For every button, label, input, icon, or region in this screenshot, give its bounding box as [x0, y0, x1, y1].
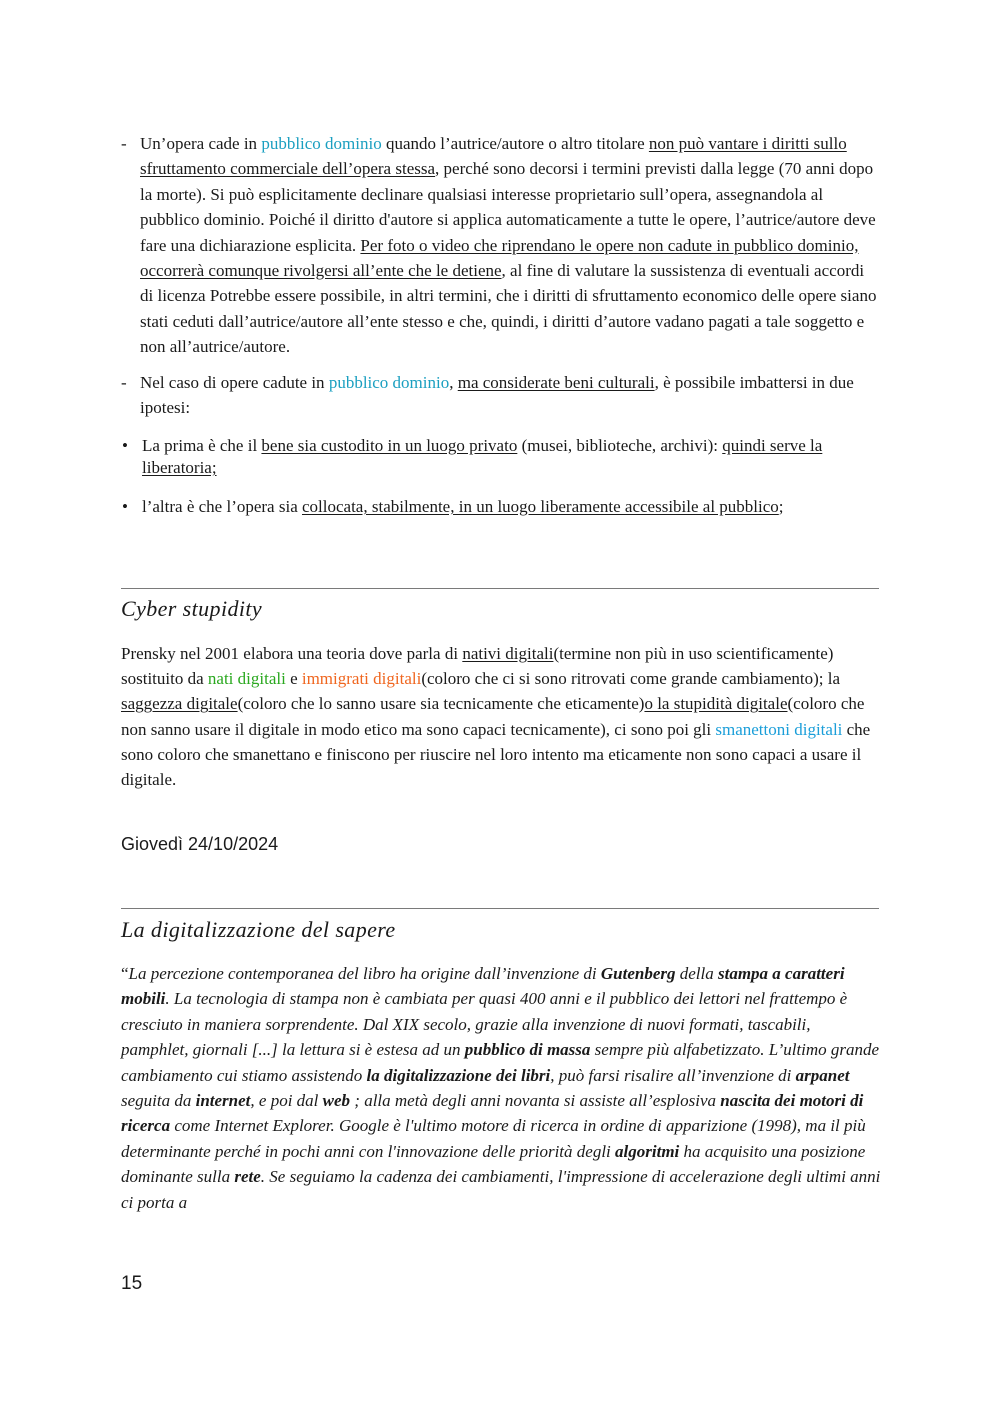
page-number: 15	[121, 1273, 143, 1294]
public-domain-term: pubblico dominio	[328, 373, 450, 392]
dash-marker: -	[121, 373, 127, 392]
cyber-stupidity-paragraph: Prensky nel 2001 elabora una teoria dove parla di nativi digitali(termine non più in uso scientificamente) sostituito da nati digitali e immigrati digitali(coloro che ci si sono ritrovati come grande cambiamento); la saggezza digitale(coloro che lo sanno usare sia tecnicamente che eticamente)o la stupidità digitale(coloro che non sanno usare il digitale in modo etico ma sono capaci tecnicamente), ci sono poi gli smanettoni digitali che sono coloro che smanettano e finiscono per riuscire nel loro intento ma eticamente non sono capaci a usare il digitale.	[121, 644, 871, 790]
public-domain-term: pubblico dominio	[261, 134, 382, 153]
bullet-marker: •	[122, 436, 128, 455]
list-item-cultural-goods: Nel caso di opere cadute in pubblico dominio, ma considerate beni culturali, è possibile imbattersi in due ipotesi:	[140, 373, 854, 418]
nati-digitali-term: nati digitali	[207, 669, 286, 689]
dash-marker: -	[121, 134, 127, 153]
section-title-cyber-stupidity: Cyber stupidity	[121, 596, 263, 621]
bullet-marker: •	[122, 497, 128, 516]
bullet-item-private-place: La prima è che il bene sia custodito in un luogo privato (musei, biblioteche, archivi): quindi serve la liberatoria;	[142, 436, 823, 477]
smanettoni-digitali-term: smanettoni digitali	[715, 719, 843, 739]
immigrati-digitali-term: immigrati digitali	[301, 669, 422, 689]
digitalization-quote: “La percezione contemporanea del libro ha origine dall’invenzione di Gutenberg della stampa a caratteri mobili. La tecnologia di stampa non è cambiata per quasi 400 anni e il pubblico dei lettori nel frattempo è cresciuto in maniera sorprendente. Dal XIX secolo, grazie alla invenzione di nuovi formati, tascabili, pamphlet, giornali [...] la lettura si è estesa ad un pubblico di massa sempre più alfabetizzato. L’ultimo grande cambiamento cui stiamo assistendo la digitalizzazione dei libri, può farsi risalire all’invenzione di arpanet seguita da internet, e poi dal web ; alla metà degli anni novanta si assiste all’esplosiva nascita dei motori di ricerca come Internet Explorer. Google è l'ultimo motore di ricerca in ordine di apparizione (1998), ma il più determinante perché in pochi anni con l'innovazione delle priorità degli algoritmi ha acquisito una posizione dominante sulla rete. Se seguiamo la cadenza dei cambiamenti, l'impressione di accelerazione degli ultimi anni ci porta a	[121, 964, 881, 1212]
section-divider	[121, 588, 879, 589]
section-divider	[121, 908, 879, 909]
lesson-date: Giovedì 24/10/2024	[121, 834, 279, 854]
list-item-public-domain: Un’opera cade in pubblico dominio quando l’autrice/autore o altro titolare non può vantare i diritti sullo sfruttamento commerciale dell’opera stessa, perché sono decorsi i termini previsti dalla legge (70 anni dopo la morte). Si può esplicitamente declinare qualsiasi interesse proprietario sull’opera, assegnandola al pubblico dominio. Poiché il diritto d'autore si applica automaticamente a tutte le opere, l’autrice/autore deve fare una dichiarazione esplicita. Per foto o video che riprendano le opere non cadute in pubblico dominio, occorrerà comunque rivolgersi all’ente che le detiene, al fine di valutare la sussistenza di eventuali accordi di licenza Potrebbe essere possibile, in altri termini, che i diritti di sfruttamento economico delle opere siano stati ceduti dall’autrice/autore all’ente stesso e che, quindi, i diritti d’autore vadano pagati a tale soggetto e non all’autrice/autore.	[140, 134, 877, 357]
bullet-item-public-place: l’altra è che l’opera sia collocata, stabilmente, in un luogo liberamente accessibile al pubblico;	[142, 497, 784, 516]
section-title-digitalization: La digitalizzazione del sapere	[121, 917, 396, 942]
